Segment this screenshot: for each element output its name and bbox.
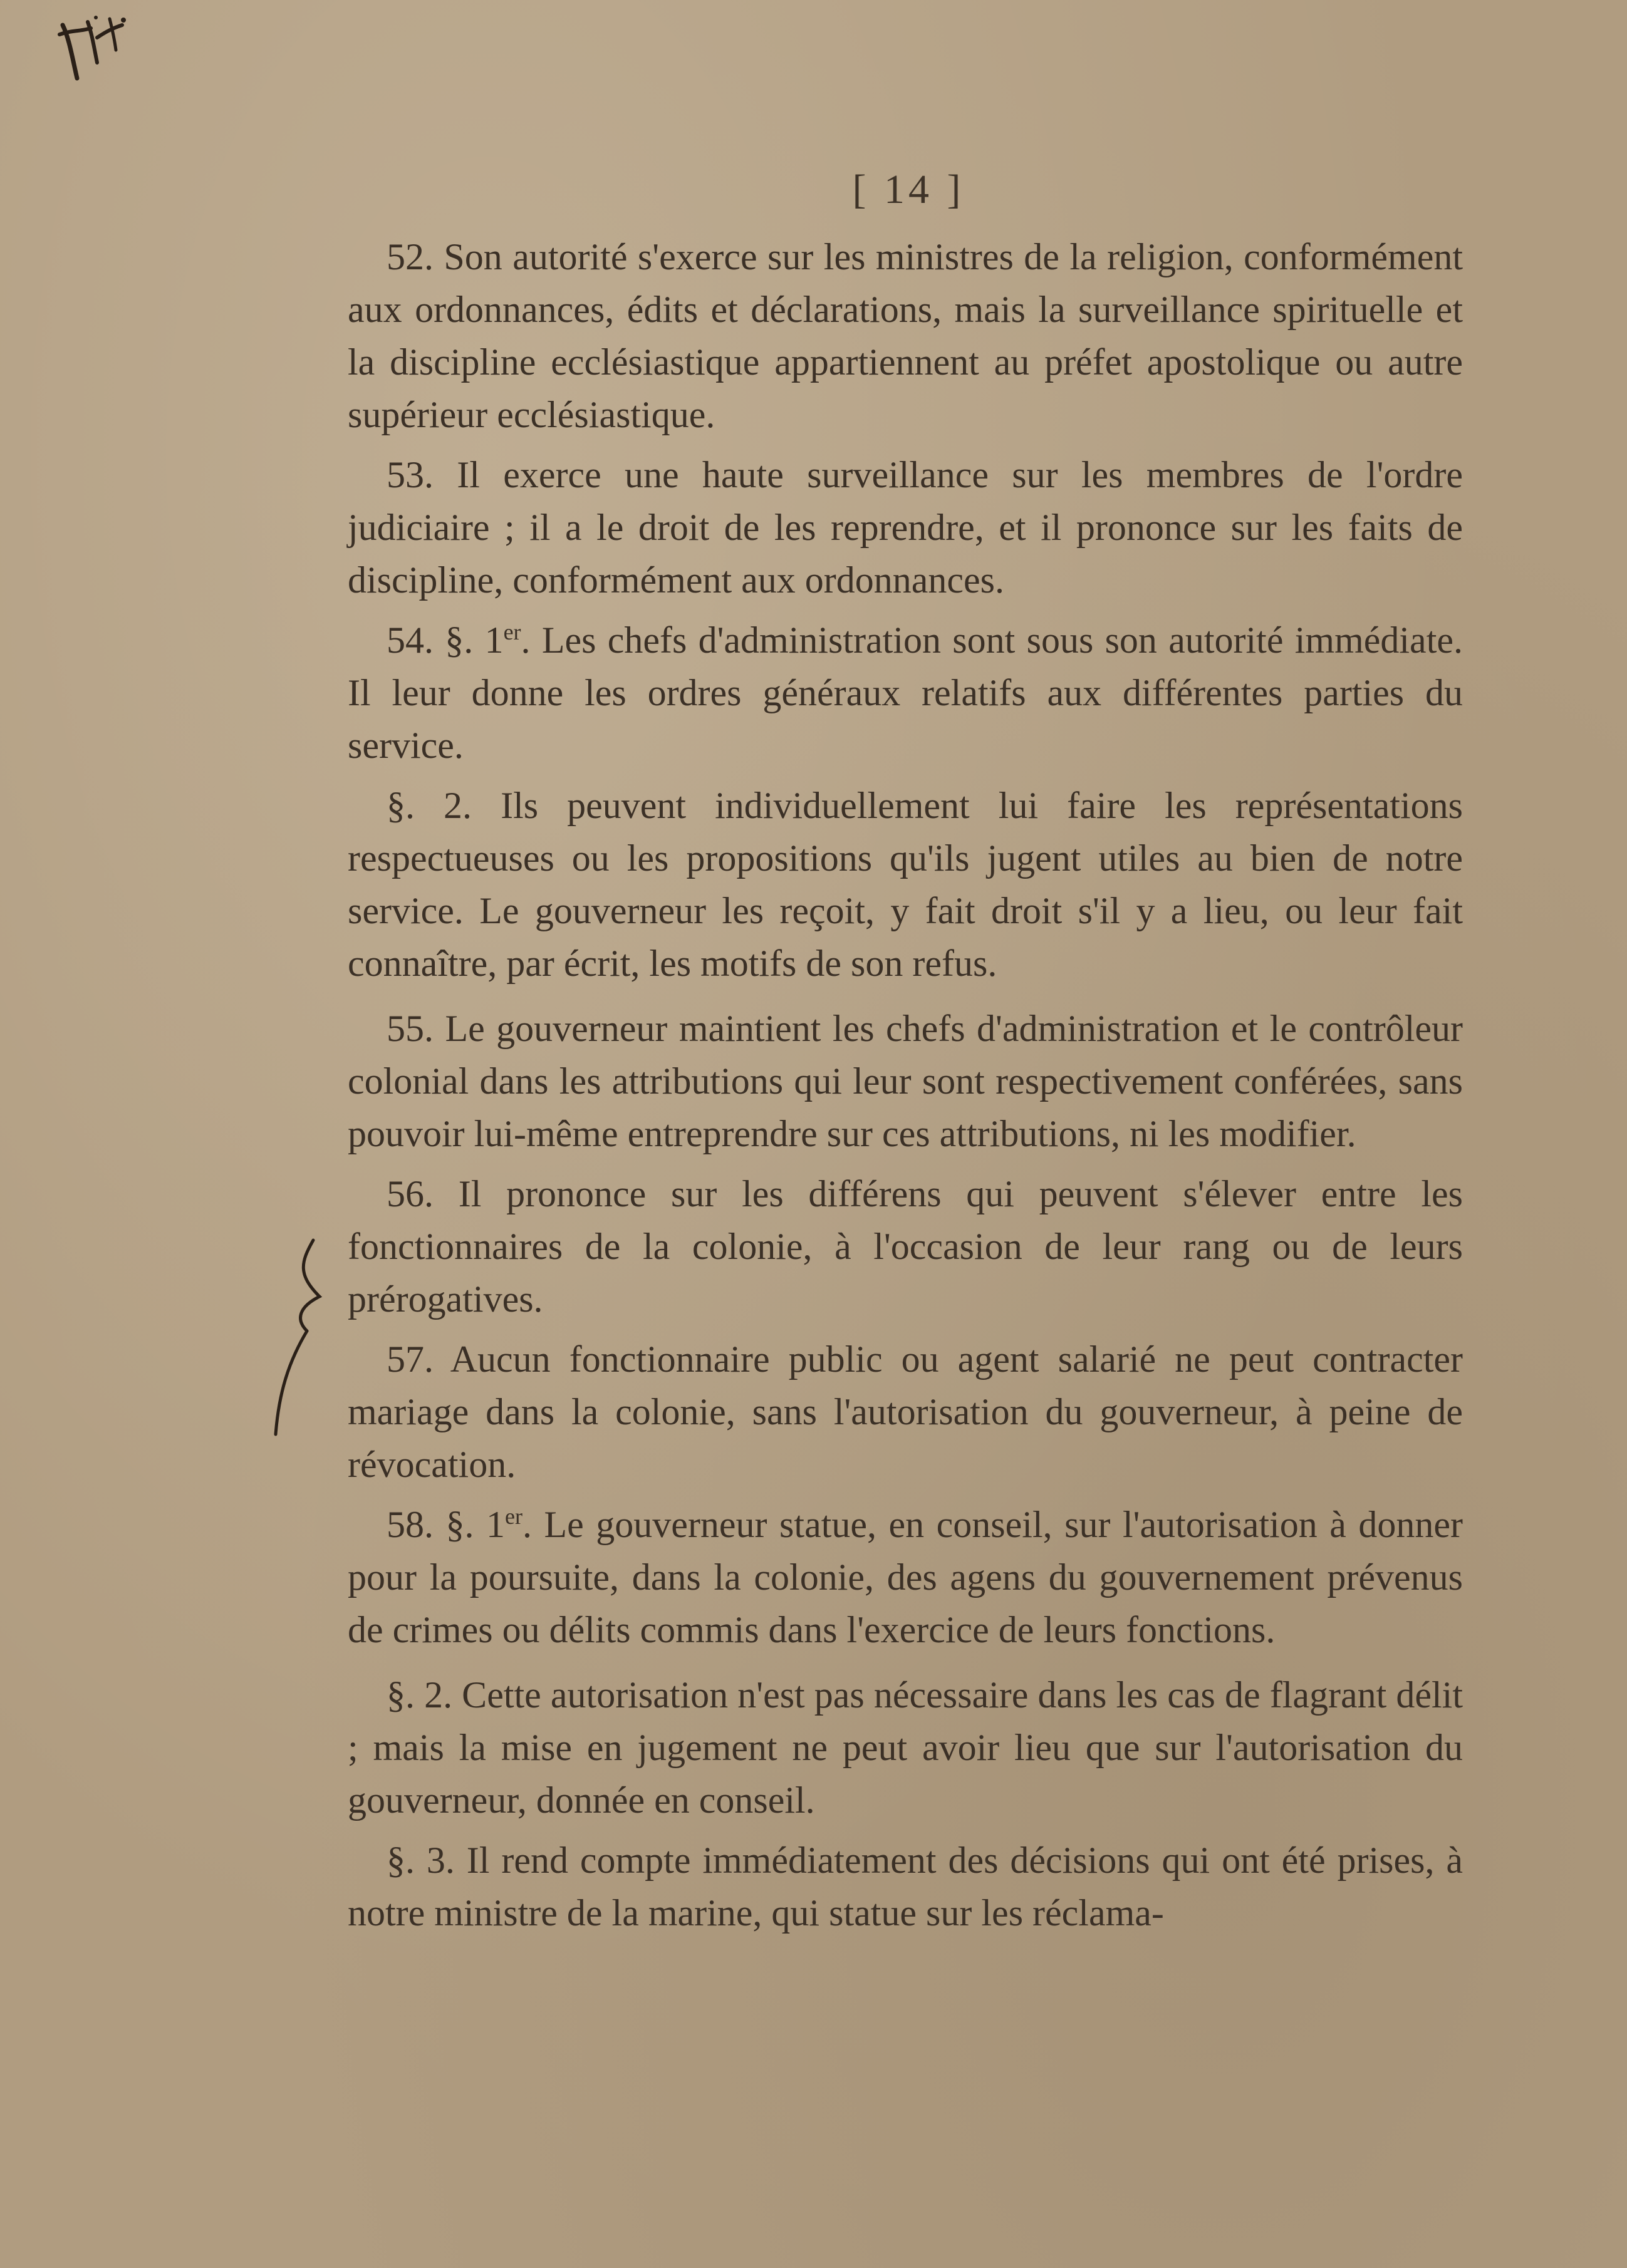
handwritten-corner-mark: [53, 13, 135, 88]
superscript: er: [505, 1504, 522, 1529]
paragraph-art-57: 57. Aucun fonctionnaire public ou agent salarié ne peut contracter mariage dans la colonie, sans l'autorisation du gouverneur, à peine de révocation.: [348, 1339, 1463, 1485]
paragraph-art-58-3: §. 3. Il rend compte immédiatement des décisions qui ont été prises, à notre ministre de la marine, qui statue sur les réclama-: [348, 1840, 1463, 1934]
superscript: er: [503, 619, 521, 645]
paragraph-prefix: 54. §. 1: [387, 619, 504, 661]
body-text: [348, 230, 1463, 1947]
paragraph-art-56: 56. Il prononce sur les différens qui peuvent s'élever entre les fonctionnaires de la colonie, à l'occasion de leur rang ou de leurs prérogatives.: [348, 1173, 1463, 1320]
handwritten-margin-bracket: [263, 1237, 332, 1437]
paragraph-art-55: 55. Le gouverneur maintient les chefs d'administration et le contrôleur colonial dans les attributions qui leur sont respectivement conférées, sans pouvoir lui-même entreprendre sur ces attributions, ni les modifier.: [348, 1008, 1463, 1154]
paragraph-text: . Les chefs d'administration sont sous son autorité immédiate. Il leur donne les ordres généraux relatifs aux différentes parties du service.: [348, 619, 1463, 766]
paragraph-art-52: 52. Son autorité s'exerce sur les ministres de la religion, conformément aux ordonnances, édits et déclarations, mais la surveillance spirituelle et la discipline ecclésiastique appartiennent au préfet apostolique ou autre supérieur ecclésiastique.: [348, 236, 1463, 435]
page-number: [ 14 ]: [852, 167, 965, 212]
paragraph-art-54-2: §. 2. Ils peuvent individuellement lui faire les représentations respectueuses ou les propositions qu'ils jugent utiles au bien de notre service. Le gouverneur les reçoit, y fait droit s'il y a lieu, ou leur fait connaître, par écrit, les motifs de son refus.: [348, 785, 1463, 984]
paragraph-text: . Le gouverneur statue, en conseil, sur l'autorisation à donner pour la poursuite, dans la colonie, des agens du gouvernement prévenus de crimes ou délits commis dans l'exercice de leurs fonctions.: [348, 1504, 1463, 1650]
paragraph-art-53: 53. Il exerce une haute surveillance sur les membres de l'ordre judiciaire ; il a le droit de les reprendre, et il prononce sur les faits de discipline, conformément aux ordonnances.: [348, 454, 1463, 601]
paragraph-art-54-1: [348, 614, 1463, 772]
paragraph-prefix: 58. §. 1: [387, 1504, 506, 1545]
paragraph-art-58-1: [348, 1498, 1463, 1656]
paragraph-art-58-2: §. 2. Cette autorisation n'est pas nécessaire dans les cas de flagrant délit ; mais la mise en jugement ne peut avoir lieu que sur l'autorisation du gouverneur, donnée en conseil.: [348, 1674, 1463, 1821]
